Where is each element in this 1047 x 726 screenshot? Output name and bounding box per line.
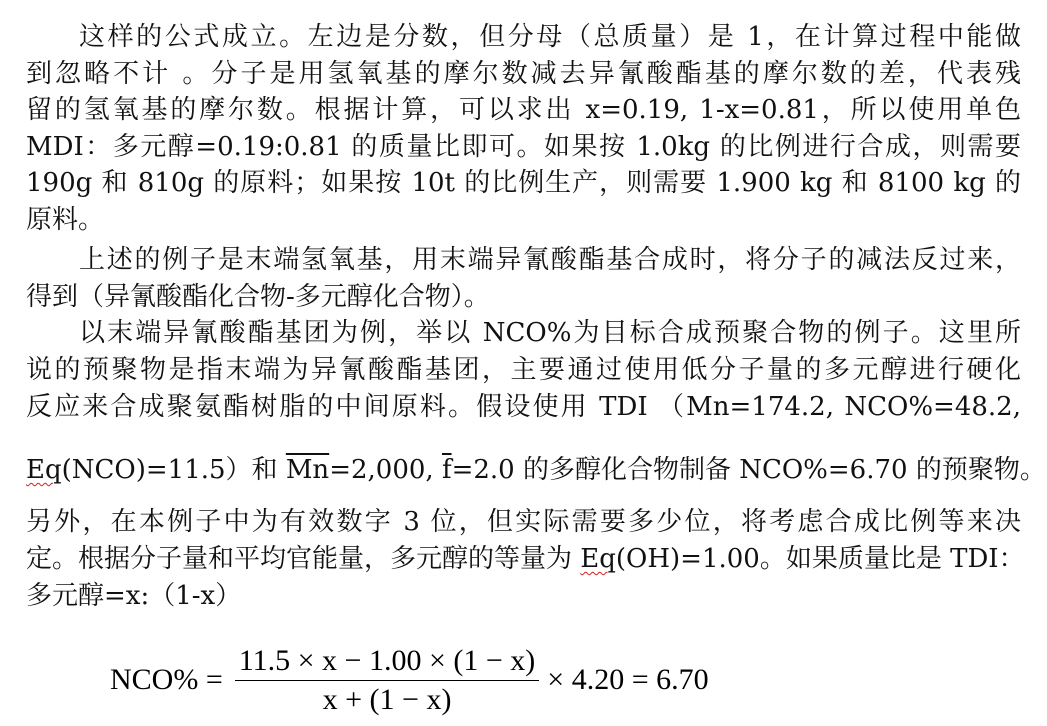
text-line: 多元醇=x:（1-x）: [26, 581, 242, 611]
spellcheck-word: Eq: [580, 544, 616, 574]
text-line: 原料。: [26, 205, 105, 235]
text-line: 另外，在本例子中为有效数字 3 位，但实际需要多少位，将考虑合成比例等来决: [26, 507, 1021, 537]
text-span: =2,000,: [329, 455, 442, 485]
text-line: 留的氢氧基的摩尔数。根据计算，可以求出 x=0.19, 1-x=0.81，所以使用单色: [26, 95, 1021, 125]
text-line: MDI：多元醇=0.19:0.81 的质量比即可。如果按 1.0kg 的比例进行合成，则需要: [26, 132, 1021, 162]
text-line: [26, 542, 1025, 576]
text-line: 反应来合成聚氨酯树脂的中间原料。假设使用 TDI （Mn=174.2, NCO%=48.2,: [26, 392, 1021, 422]
spellcheck-word: Eq: [26, 455, 62, 485]
text-line: 得到（异氰酸酯化合物-多元醇化合物）。: [26, 282, 490, 312]
formula-denominator: x + (1 − x): [322, 682, 452, 716]
formula-numerator: 11.5 × x − 1.00 × (1 − x): [235, 644, 540, 681]
formula-lhs: NCO% =: [110, 663, 223, 696]
text-span: 定。根据分子量和平均官能量，多元醇的等量为: [26, 544, 581, 574]
text-span: (NCO)=11.5）和: [61, 455, 286, 485]
f-overlined: $\overline{f}$: [441, 455, 452, 485]
formula-fraction: [235, 644, 540, 717]
nco-formula: [110, 640, 709, 720]
text-line: 以末端异氰酸酯基团为例，举以 NCO%为目标合成预聚合物的例子。这里所: [79, 318, 1021, 348]
text-line: 190g 和 810g 的原料；如果按 10t 的比例生产，则需要 1.900 kg 和 8100 kg 的: [26, 168, 1021, 198]
text-line: 这样的公式成立。左边是分数，但分母（总质量）是 1，在计算过程中能做: [79, 22, 1021, 52]
formula-rhs: × 4.20 = 6.70: [547, 663, 709, 696]
text-line: 说的预聚物是指末端为异氰酸酯基团，主要通过使用低分子量的多元醇进行硬化: [26, 355, 1021, 385]
mn-overlined: $\overline{Mn}$: [285, 455, 330, 485]
text-line: 上述的例子是末端氢氧基，用末端异氰酸酯基合成时，将分子的减法反过来，: [79, 245, 1021, 275]
text-line: 到忽略不计 。分子是用氢氧基的摩尔数减去异氰酸酯基的摩尔数的差，代表残: [26, 59, 1022, 89]
text-line: [26, 453, 1046, 487]
text-span: =2.0 的多醇化合物制备 NCO%=6.70 的预聚物。: [451, 455, 1046, 485]
text-span: (OH)=1.00。如果质量比是 TDI：: [615, 544, 1025, 574]
